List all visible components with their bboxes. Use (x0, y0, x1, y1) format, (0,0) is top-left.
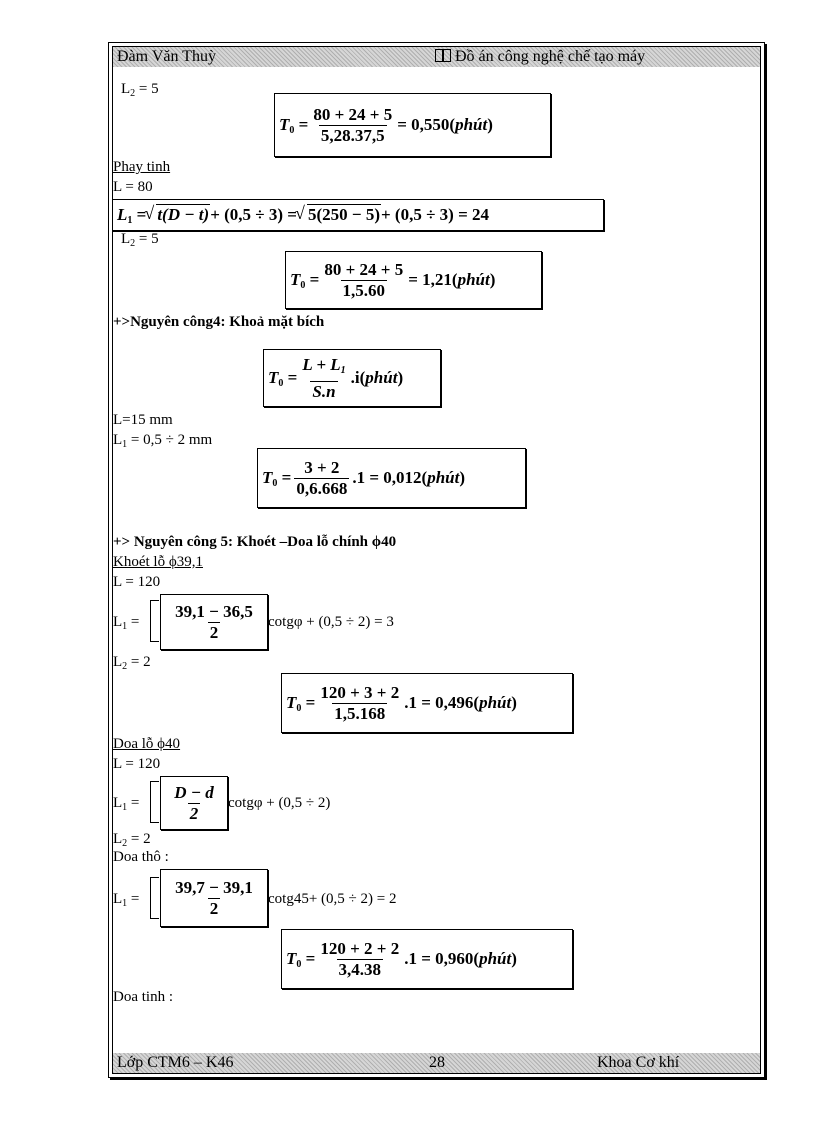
formula-t0-khoa-mat-bich: $T_0$ = $\frac{3 + 2}{0,6.668}$ .1 = 0,012(phút) (257, 448, 526, 508)
bracket-open (150, 781, 159, 823)
line-doa-tinh: Doa tinh : (113, 989, 173, 1005)
line-l-15: L=15 mm (113, 412, 173, 428)
bracket-open (150, 600, 159, 642)
document-page (108, 42, 765, 1078)
formula-t0-khoet: $T_0$ = $\frac{120 + 3 + 2}{1,5.168}$ .1 = 0,496(phút) (281, 673, 573, 733)
line-l1-doa-label: $L_1$ = (113, 795, 140, 813)
header-author: Đàm Văn Thuỳ (117, 48, 216, 65)
line-l-80: L = 80 (113, 179, 153, 195)
line-l-120-a: L = 120 (113, 574, 161, 590)
line-l2-d: $L_2 = 2$ (113, 831, 151, 849)
line-l1-khoet-rest: cotgφ + (0,5 ÷ 2) = 3 (268, 614, 394, 630)
formula-l1-doa-frac: $\frac{D - d}{2}$ (160, 776, 228, 830)
heading-nguyen-cong-5: +> Nguyên công 5: Khoét –Doa lỗ chính ϕ40 (113, 534, 397, 550)
heading-khoet: Khoét lỗ ϕ39,1 (113, 554, 203, 570)
line-l1-dt-rest: cotg45+ (0,5 ÷ 2) = 2 (268, 891, 397, 907)
heading-nguyen-cong-4: +>Nguyên công4: Khoả mặt bích (113, 314, 325, 330)
formula-t0-phay-tho: $T_0$ = $\frac{80 + 24 + 5}{5,28.37,5}$ = 0,550(phút) (274, 93, 551, 157)
line-l1-range: $L_1 = 0,5 \div 2$ mm (113, 432, 213, 450)
header-title: Đồ án công nghệ chế tạo máy (455, 48, 646, 65)
line-l2-a: $L_2 = 5$ (121, 81, 159, 99)
footer-page-number: 28 (429, 1054, 445, 1071)
formula-l1-doa-tho-frac: $\frac{39,7 - 39,1}{2}$ (160, 869, 268, 927)
line-doa-tho: Doa thô : (113, 849, 169, 865)
formula-t0-general: $T_0$ = $\frac{L + L_1}{S.n}$ .i(phút) (263, 349, 441, 407)
line-l1-dt-label: $L_1$ = (113, 891, 140, 909)
heading-phay-tinh: Phay tinh (113, 159, 171, 175)
heading-doa: Doa lỗ ϕ40 (113, 736, 181, 752)
formula-t0-phay-tinh: $T_0$ = $\frac{80 + 24 + 5}{1,5.60}$ = 1,21(phút) (285, 251, 542, 309)
line-l2-b: $L_2 = 5$ (121, 231, 159, 249)
line-l-120-b: L = 120 (113, 756, 161, 772)
page-header (113, 47, 760, 67)
formula-l1-khoet-frac: $\frac{39,1 - 36,5}{2}$ (160, 594, 268, 650)
formula-t0-doa-tho: $T_0$ = $\frac{120 + 2 + 2}{3,4.38}$ .1 = 0,960(phút) (281, 929, 573, 989)
book-icon (435, 49, 451, 62)
line-l2-c: $L_2 = 2$ (113, 654, 151, 672)
header-title-wrap (435, 47, 645, 67)
footer-faculty: Khoa Cơ khí (597, 1054, 680, 1071)
bracket-open (150, 877, 159, 919)
footer-class: Lớp CTM6 – K46 (117, 1054, 234, 1071)
line-l1-doa-rest: cotgφ + (0,5 ÷ 2) (228, 795, 331, 811)
page-footer (113, 1053, 760, 1073)
formula-l1-sqrt: $L_1$ = √ t(D − t) + (0,5 ÷ 3) = √ 5(250 − 5) + (0,5 ÷ 3) = 24 (112, 199, 604, 231)
line-l1-khoet-label: $L_1$ = (113, 614, 140, 632)
